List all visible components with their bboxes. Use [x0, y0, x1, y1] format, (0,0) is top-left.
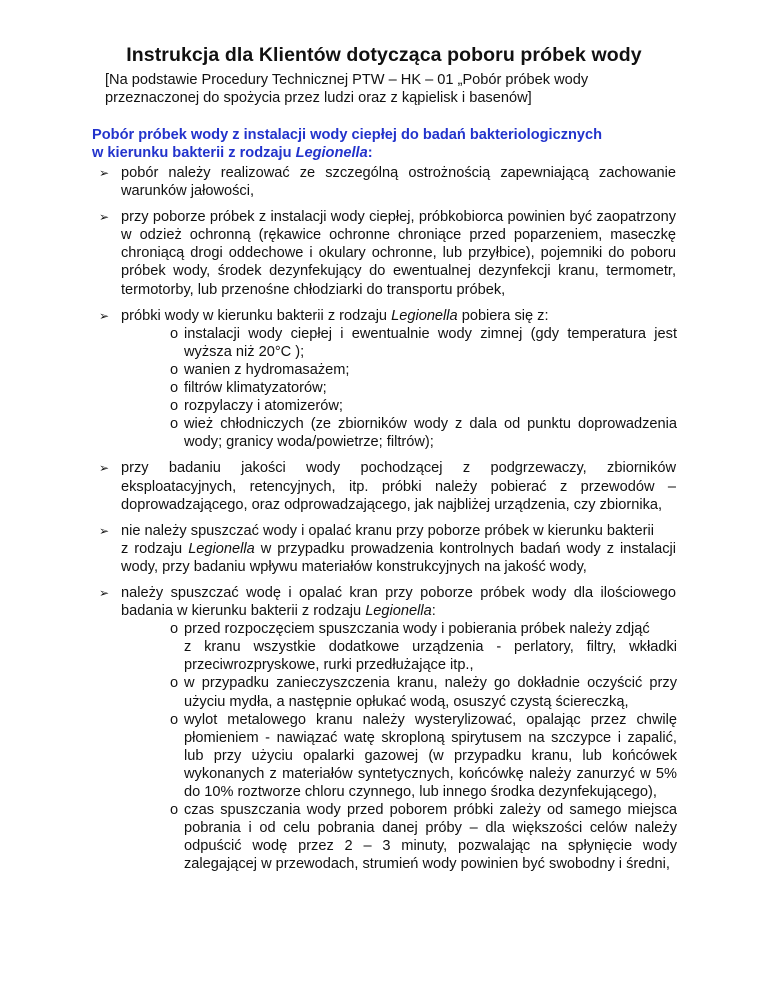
arrow-bullet-icon: ➢ [99, 166, 110, 180]
bullet-item-heaters [0, 459, 676, 513]
bullet-text-line-2 [121, 540, 676, 576]
circle-bullet-icon: o [170, 416, 179, 433]
bullet-item-protective-clothing [0, 208, 676, 298]
bullet-item-sampling-sources [0, 307, 676, 325]
sub-item [0, 711, 677, 801]
arrow-bullet-icon: ➢ [99, 585, 110, 600]
bullet-text [121, 584, 676, 620]
document-title: Instrukcja dla Klientów dotycząca poboru próbek wody [126, 44, 642, 66]
bullet-item-flaming [0, 584, 676, 620]
bullet-text-part: w przypadku prowadzenia kontrolnych badań wody z instalacji wody, przy badaniu wpływu materiałów konstrukcyjnych na jakość wody, [121, 540, 676, 575]
sub-item-text: w przypadku zanieczyszczenia kranu, należy go dokładnie oczyścić przy użyciu mydła, a następnie opłukać wodą, osuszyć czystą ściereczką, [184, 675, 677, 710]
document-subtitle [105, 71, 705, 107]
bullet-text-line-1: nie należy spuszczać wody i opalać kranu przy poborze próbek w kierunku bakterii [121, 522, 654, 539]
sub-item [0, 801, 677, 873]
sampling-sources-sublist [0, 325, 768, 452]
bullet-text-part: : [431, 603, 436, 620]
sub-item-text: wież chłodniczych (ze zbiorników wody z dala od punktu doprowadzenia wody; granicy woda/powietrze; filtrów); [184, 416, 677, 451]
section-heading-text: w kierunku bakterii z rodzaju [92, 145, 296, 161]
section-heading-colon: : [367, 145, 373, 161]
sub-item [0, 620, 677, 674]
sub-item [0, 379, 677, 397]
sub-item-text: rozpylaczy i atomizerów; [184, 398, 343, 415]
subtitle-line-2: przeznaczonej do spożycia przez ludzi oraz z kąpielisk i basenów] [105, 90, 532, 106]
flaming-sublist [0, 620, 768, 873]
circle-bullet-icon: o [170, 711, 179, 728]
subtitle-line-1: [Na podstawie Procedury Technicznej PTW – HK – 01 „Pobór próbek wody [105, 72, 589, 88]
section-heading [92, 126, 692, 162]
sub-item-text: wylot metalowego kranu należy wysterylizować, opalając przez chwilę płomieniem - nawiązać watę skroploną spirytusem na szczypce i zapalić, lub przy użyciu opalarki gazowej (w przypadku kranu, lub końcówek wykonanych z materiałów syntetycznych, końcówkę należy zanurzyć w 5% do 10% roztworze chloru czynnego, lub innego środka dezynfekującego), [184, 711, 677, 800]
legionella-italic: Legionella [391, 307, 458, 324]
sub-item-text-line-1: przed rozpoczęciem spuszczania wody i pobierania próbek należy zdjąć [184, 621, 650, 638]
arrow-bullet-icon: ➢ [99, 308, 110, 323]
bullet-item-asepsis [0, 164, 676, 200]
circle-bullet-icon: o [170, 621, 179, 638]
section-heading-line-1: Pobór próbek wody z instalacji wody ciepłej do badań bakteriologicznych [92, 127, 603, 143]
bullet-text-part: należy spuszczać wodę i opalać kran przy poborze próbek wody dla ilościowego badania w kierunku bakterii z rodzaju [121, 584, 676, 620]
circle-bullet-icon: o [170, 325, 179, 342]
arrow-bullet-icon: ➢ [99, 523, 110, 538]
bullet-text-part: z rodzaju [121, 540, 189, 557]
legionella-italic: Legionella [188, 540, 255, 557]
arrow-bullet-icon: ➢ [99, 461, 110, 476]
sub-item [0, 325, 677, 361]
sub-item-text: czas spuszczania wody przed poborem próbki zależy od samego miejsca pobrania i od celu pobrania danej próby – dla większości celów należy odpuścić wodę przez 2 – 3 minuty, pozwalając na spłynięcie wody zalegającej w przewodach, strumień wody powinien być swobodny i średni, [184, 802, 677, 873]
sub-item-text-line-2: z kranu wszystkie dodatkowe urządzenia - perlatory, filtry, wkładki przeciwrozpryskowe, rurki przedłużające itp., [184, 639, 677, 674]
legionella-italic: Legionella [365, 603, 432, 620]
bullet-text: pobór należy realizować ze szczególną ostrożnością zapewniającą zachowanie warunków jałowości, [121, 165, 676, 200]
sub-item-text: wanien z hydromasażem; [184, 361, 350, 378]
circle-bullet-icon: o [170, 380, 179, 397]
sub-item [0, 415, 677, 451]
arrow-bullet-icon: ➢ [99, 210, 110, 225]
bullet-text [121, 307, 676, 325]
bullet-item-no-flaming [0, 522, 676, 576]
bullet-text-part: próbki wody w kierunku bakterii z rodzaju [121, 307, 392, 324]
sub-item-text: filtrów klimatyzatorów; [184, 380, 327, 397]
sub-item [0, 674, 677, 710]
circle-bullet-icon: o [170, 361, 179, 378]
bullet-text: przy badaniu jakości wody pochodzącej z podgrzewaczy, zbiorników eksploatacyjnych, retencyjnych, itp. próbki należy pobierać z przewodów – doprowadzającego, oraz odprowadzającego, jak najbliżej urządzenia, czy zbiornika, [121, 460, 676, 513]
circle-bullet-icon: o [170, 398, 179, 415]
sub-item [0, 361, 677, 379]
section-heading-italic: Legionella [295, 145, 368, 161]
circle-bullet-icon: o [170, 675, 179, 692]
sub-item [0, 397, 677, 415]
circle-bullet-icon: o [170, 802, 179, 819]
bullet-text: przy poborze próbek z instalacji wody ciepłej, próbkobiorca powinien być zaopatrzony w odzież ochronną (rękawice ochronne chroniące przed poparzeniem, maseczkę chroniącą drogi oddechowe i okulary ochronne, lub przyłbice), pojemniki do poboru próbek wody, środek dezynfekujący do ewentualnej dezynfekcji kranu, termometr, termotorby, lub przenośne chłodziarki do transportu próbek, [121, 209, 676, 298]
bullet-text-part: pobiera się z: [457, 307, 549, 324]
bullet-list [0, 164, 768, 873]
sub-item-text: instalacji wody ciepłej i ewentualnie wody zimnej (gdy temperatura jest wyższa niż 20°C ); [184, 325, 677, 360]
section-heading-line-2 [92, 144, 692, 162]
